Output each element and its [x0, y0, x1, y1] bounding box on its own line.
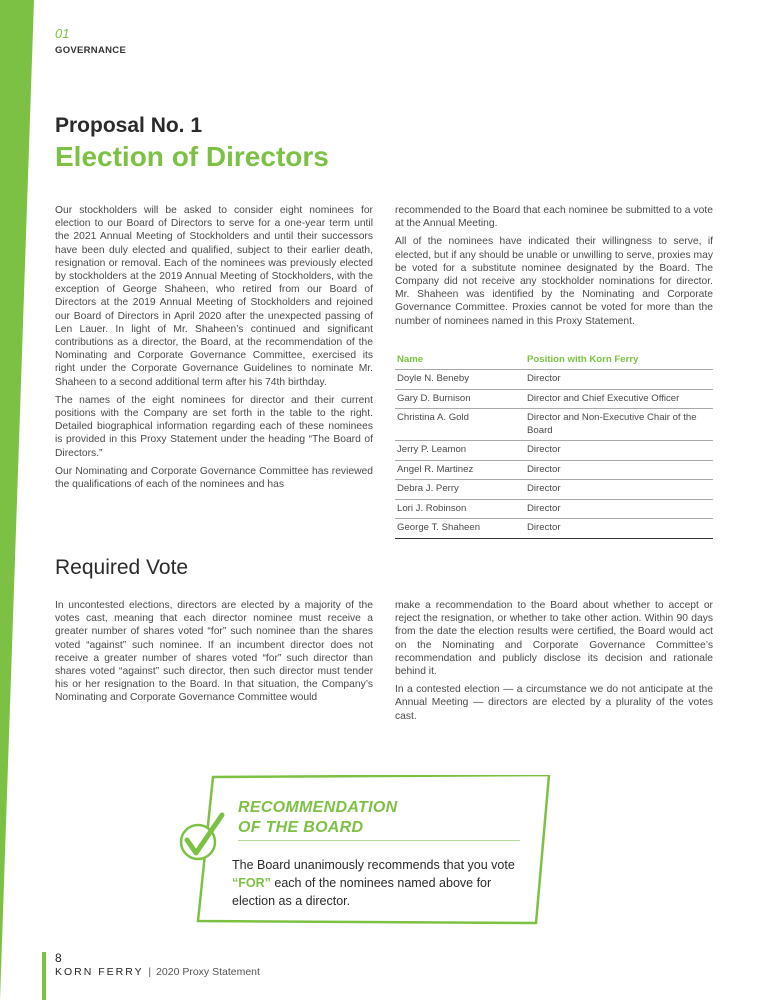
intro-column-left — [55, 204, 373, 496]
table-row — [395, 409, 713, 441]
paragraph: In a contested election — a circumstance we do not anticipate at the Annual Meeting — directors are elected by a plurality of the votes cast. — [395, 684, 713, 722]
page-title: Election of Directors — [55, 141, 329, 172]
footer-brand — [55, 966, 260, 978]
recommendation-text — [232, 856, 522, 910]
nominee-position: Director and Non-Executive Chair of the Board — [525, 409, 713, 441]
recommendation-title-line: OF THE BOARD — [238, 819, 364, 836]
vote-column-right — [395, 599, 713, 728]
paragraph: Our Nominating and Corporate Governance Committee has reviewed the qualifications of each of the nominees and has — [55, 465, 373, 491]
document-title: 2020 Proxy Statement — [156, 966, 260, 978]
footer-divider: | — [148, 966, 152, 978]
column-header-name: Name — [397, 354, 424, 365]
paragraph: Our stockholders will be asked to consider eight nominees for election to our Board of Directors to serve for a one-year term until the 2021 Annual Meeting of Stockholders and until their successors have been duly elected and qualified, subject to their earlier death, resignation or removal. Each of the nominees was previously elected by stockholders at the 2019 Annual Meeting of Stockholders, with the exception of George Shaheen, who retired from our Board of Directors at the 2019 Annual Meeting of Stockholders and rejoined our Board of Directors in April 2020 after the unexpected passing of Len Lauer. In light of Mr. Shaheen’s continued and significant contributions as a director, the Board, at the recommendation of the Nominating and Corporate Governance Committee, exercised its right under the Corporate Governance Guidelines to nominate Mr. Shaheen to a second additional term after his 74th birthday. — [55, 205, 373, 388]
nominee-position: Director — [525, 441, 713, 461]
section-number: 01 — [55, 26, 70, 41]
nominee-position: Director — [525, 460, 713, 480]
nominees-table — [395, 354, 713, 539]
brand-logo: KORN FERRY — [55, 966, 144, 978]
nominee-name: Debra J. Perry — [395, 480, 525, 500]
nominee-name: Angel R. Martinez — [395, 460, 525, 480]
paragraph: In uncontested elections, directors are elected by a majority of the votes cast, meaning that each director nominee must receive a greater number of shares voted “for” such nominee than the shares voted “against” such nominee. If an incumbent director does not receive a greater number of shares voted “for” such director than shares voted “against” such director, then such director must tender his or her resignation to the Board. In that situation, the Company’s Nominating and Corporate Governance Committee would — [55, 600, 373, 704]
required-vote-heading: Required Vote — [55, 556, 189, 579]
recommendation-title — [238, 798, 397, 838]
paragraph: The names of the eight nominees for director and their current positions with the Company are set forth in the table to the right. Detailed biographical information regarding each of these nominees is provided in this Proxy Statement under the heading “The Board of Directors.” — [55, 394, 373, 459]
table-header-row — [395, 354, 713, 370]
for-highlight: “FOR” — [232, 876, 271, 890]
table-row — [395, 519, 713, 539]
paragraph: recommended to the Board that each nominee be submitted to a vote at the Annual Meeting. — [395, 205, 713, 230]
footer-accent-bar — [42, 952, 46, 1000]
nominee-name: Lori J. Robinson — [395, 499, 525, 519]
nominee-position: Director — [525, 519, 713, 539]
nominee-name: George T. Shaheen — [395, 519, 525, 539]
table-row — [395, 499, 713, 519]
section-name: GOVERNANCE — [55, 45, 127, 56]
nominee-name: Jerry P. Leamon — [395, 441, 525, 461]
column-header-position: Position with Korn Ferry — [527, 354, 639, 365]
table-row — [395, 370, 713, 390]
recommendation-text-part: each of the nominees named above for election as a director. — [232, 876, 492, 908]
nominee-position: Director and Chief Executive Officer — [525, 389, 713, 409]
nominee-position: Director — [525, 480, 713, 500]
proposal-label: Proposal No. 1 — [55, 114, 203, 137]
table-row — [395, 441, 713, 461]
recommendation-title-line: RECOMMENDATION — [238, 799, 398, 816]
checkmark-icon — [178, 812, 226, 862]
paragraph: make a recommendation to the Board about whether to accept or reject the resignation, or whether to take other action. Within 90 days from the date the election results were certified, the Board would act on the Nominating and Corporate Governance Committee’s recommendation and publicly disclose its decision and rationale behind it. — [395, 600, 713, 678]
recommendation-divider — [238, 840, 520, 841]
decorative-stripe — [0, 0, 34, 1000]
nominee-name: Gary D. Burnison — [395, 389, 525, 409]
nominee-name: Doyle N. Beneby — [395, 370, 525, 390]
nominee-name: Christina A. Gold — [395, 409, 525, 441]
vote-column-left — [55, 599, 373, 710]
table-row — [395, 480, 713, 500]
table-row — [395, 389, 713, 409]
table-row — [395, 460, 713, 480]
page-number: 8 — [55, 951, 62, 965]
intro-column-right — [395, 204, 713, 333]
recommendation-text-part: The Board unanimously recommends that you vote — [232, 858, 515, 872]
nominee-position: Director — [525, 370, 713, 390]
paragraph: All of the nominees have indicated their willingness to serve, if elected, but if any should be unable or unwilling to serve, proxies may be voted for a substitute nominee designated by the Board. The Company did not receive any stockholder nominations for director. Mr. Shaheen was identified by the Nominating and Corporate Governance Committee. Proxies cannot be voted for more than the number of nominees named in this Proxy Statement. — [395, 236, 713, 327]
nominee-position: Director — [525, 499, 713, 519]
